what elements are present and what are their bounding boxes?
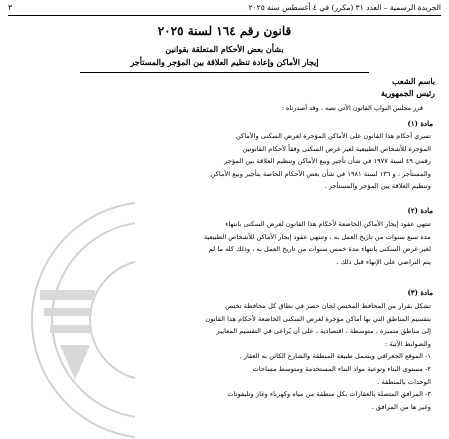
page-header — [8, 1, 441, 13]
text-line: وتنظيم العلاقة بين المؤجر والمستأجر . — [324, 182, 431, 191]
title-divider — [80, 72, 369, 73]
list-item: ٢- مستوى البناء ونوعية مواد البناء المستخدمة ومتوسط مساحات — [252, 364, 431, 373]
text-line: تسري أحكام هذا القانون على الأماكن المؤجرة لغرض السكنى والأماكن — [235, 132, 431, 140]
text-line: تشكل بقرار من المحافظ المختص لجان حصر في نطاق كل محافظة تختص — [225, 302, 431, 310]
law-subtitle-line-2: إيجار الأماكن وإعادة تنظيم العلاقة بين المؤجر والمستأجر — [130, 57, 319, 67]
text-line: بتقسيم المناطق التي بها أماكن مؤجرة لغرض السكنى الخاضعة لأحكام هذا القانون — [205, 314, 431, 323]
list-item: ١- الموقع الجغرافي ويشمل طبيعة المنطقة والشارع الكائن به العقار . — [239, 352, 431, 361]
article-1-text — [18, 130, 431, 193]
text-line: المؤجرة للأشخاص الطبيعية لغير غرض السكنى وفقاً لأحكام القانونين — [242, 144, 431, 153]
president-heading: رئيس الجمهورية — [380, 88, 435, 98]
in-name-of-people-heading: باسم الشعب — [392, 76, 435, 86]
text-line: رقمي ٤٩ لسنة ١٩٧٧ في شأن تأجير وبيع الأماكن وتنظيم العلاقة بين المؤجر — [224, 157, 431, 166]
article-1-label: مادة (١) — [407, 119, 433, 128]
header-divider — [8, 15, 441, 16]
text-line: يتم التراضي على الإنهاء قبل ذلك . — [336, 257, 431, 266]
text-line: لغير غرض السكنى بانتهاء مدة خمس سنوات من تاريخ العمل به ، وذلك كله ما لم — [208, 245, 431, 254]
article-3-text — [18, 300, 431, 413]
text-line: الوحدات بالمنطقة . — [377, 377, 431, 386]
page-number: ٣ — [8, 2, 13, 12]
gazette-issue-line: الجريدة الرسمية – العدد ٣١ (مكرر) في ٤ أغسطس سنة ٢٠٢٥ — [248, 2, 441, 12]
text-line: إلى مناطق متميزة ، متوسطة ، اقتصادية ، على أن يُراعى في التقسيم المعايير — [216, 327, 431, 336]
law-title: قانون رقم ١٦٤ لسنة ٢٠٢٥ — [157, 24, 292, 38]
enactment-clause: قرر مجلس النواب القانون الآتي نصه ، وقد أصدرناه : — [281, 104, 423, 112]
text-line: تنتهي عقود إيجار الأماكن الخاضعة لأحكام هذا القانون لغرض السكنى بانتهاء — [225, 220, 431, 228]
text-line: والضوابط الآتية : — [384, 339, 431, 348]
law-subtitle-line-1: بشأن بعض الأحكام المتعلقة بقوانين — [165, 44, 284, 54]
text-line: مدة سبع سنوات من تاريخ العمل به ، وتنتهي عقود إيجار الأماكن للأشخاص الطبيعية — [203, 232, 431, 241]
list-item: ٣- المرافق المتصلة بالعقارات بكل منطقة من مياه وكهرباء وغاز وتليفونات — [227, 390, 431, 399]
text-line: وغير ها من المرافق . — [371, 402, 431, 411]
article-2-text — [18, 218, 431, 268]
text-line: والمستأجر ، و ١٣٦ لسنة ١٩٨١ في شأن بعض الأحكام الخاصة بتأجير وبيع الأماكن — [210, 169, 431, 178]
article-2-label: مادة (٢) — [407, 206, 433, 215]
article-3-label: مادة (٣) — [407, 288, 433, 297]
